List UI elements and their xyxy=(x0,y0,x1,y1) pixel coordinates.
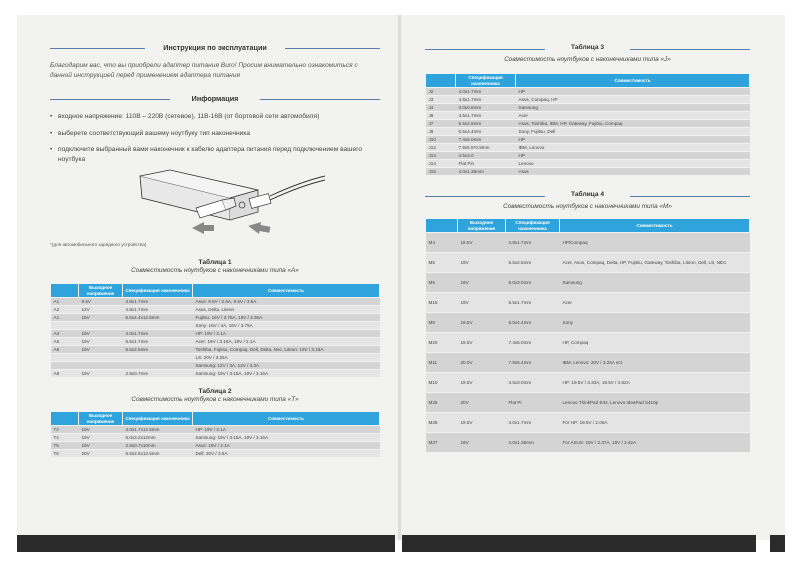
table2-subtitle: Совместимость ноутбуков с наконечниками типа «T» xyxy=(131,396,299,403)
intro-text: Благодарим вас, что вы приобрели адаптер питания Buro! Просим внимательно ознакомиться с данной инструкцией перед применением адаптера питания xyxy=(50,62,358,79)
table2-title: Таблица 2 xyxy=(198,388,232,395)
table2 xyxy=(50,411,380,458)
table-cell: Lenovo ThinkPad E34, Lenovo IdeaPad S410p xyxy=(560,393,750,413)
table1 xyxy=(50,283,380,378)
table-row xyxy=(51,330,380,338)
table-cell: 3.0x0.8mm xyxy=(456,104,516,112)
table-header-cell: Выходное напряжение xyxy=(79,284,123,298)
table-cell: J10 xyxy=(426,136,456,144)
table-cell: Samsung xyxy=(560,273,750,293)
info-bullets xyxy=(50,112,380,164)
table-cell: 2.5x0.7mm xyxy=(123,370,193,378)
table-cell: 18.5V xyxy=(458,233,506,253)
table-cell: M28 xyxy=(426,413,458,433)
table-cell: 7.9x5.5*0.9mm xyxy=(456,144,516,152)
right-page xyxy=(425,15,750,453)
table-row xyxy=(51,306,380,314)
table-cell xyxy=(123,362,193,370)
table-header-cell: Спецификация наконечника xyxy=(123,412,193,426)
table-cell: 20.0V xyxy=(458,353,506,373)
table-cell: Sony xyxy=(560,313,750,333)
table4-title: Таблица 4 xyxy=(571,191,604,198)
table-cell: 19V xyxy=(458,433,506,453)
table-cell: J4 xyxy=(426,104,456,112)
table-row xyxy=(426,144,750,152)
table-cell xyxy=(79,362,123,370)
table-cell: A2 xyxy=(51,306,79,314)
table-cell: T6 xyxy=(51,450,79,458)
table-cell: 4.0x1.7x12.5mm xyxy=(123,426,193,434)
table4-subtitle: Совместимость ноутбуков с наконечниками типа «M» xyxy=(503,203,672,210)
table-cell: IBM, Lenovo: 20V / 3.25A ect. xyxy=(560,353,750,373)
table-header-cell: Спецификация наконечника xyxy=(123,284,193,298)
table-cell: Lenovo xyxy=(516,160,750,168)
table-cell: 5.5x1.7mm xyxy=(123,338,193,346)
table-cell: 3.5x1.7mm xyxy=(456,112,516,120)
table-cell: Sony: 16V / 4A, 16V / 3.75A xyxy=(193,322,380,330)
table-cell: 4.0x1.7mm xyxy=(123,330,193,338)
table-cell: 19V xyxy=(79,338,123,346)
table-row xyxy=(51,442,380,450)
table-cell: 19V xyxy=(79,370,123,378)
table-cell: 19V xyxy=(79,346,123,354)
table-cell xyxy=(123,322,193,330)
bullet-item: • выберете соответствующий вашему ноутбуку тип наконечника xyxy=(50,129,251,137)
table-cell: M4 xyxy=(426,233,458,253)
table-cell: 5.5x2.5mm xyxy=(123,346,193,354)
table-cell: 19.5V xyxy=(458,373,506,393)
table-cell: A1 xyxy=(51,314,79,322)
table-cell: 7.4x5.0mm xyxy=(506,333,560,353)
manual-title: Инструкция по эксплуатации xyxy=(163,43,267,52)
table1-title: Таблица 1 xyxy=(198,259,232,266)
table-cell: Acer xyxy=(516,112,750,120)
table-cell: A8 xyxy=(51,370,79,378)
bottom-bar-corner xyxy=(770,535,785,552)
table3-title: Таблица 3 xyxy=(571,44,604,51)
table-cell: J13 xyxy=(426,152,456,160)
connector-illustration xyxy=(50,168,380,240)
table-cell: Acer: 19V / 3.16A, 19V / 2.1A xyxy=(193,338,380,346)
table1-subtitle: Совместимость ноутбуков с наконечниками типа «A» xyxy=(131,267,299,274)
table-cell: Toshiba, Fujitsu, Compaq, Dell, Delta, Nec, Liteon: 19V / 3.16A xyxy=(193,346,380,354)
table-cell: Asus, Toshiba, IBM, HP, Gateway, Fujitsu, Compaq xyxy=(516,120,750,128)
table-row xyxy=(426,293,750,313)
table-cell xyxy=(79,354,123,362)
table-cell: Samsung xyxy=(516,104,750,112)
table-cell: HP xyxy=(516,152,750,160)
table-row xyxy=(426,413,750,433)
table-row xyxy=(426,313,750,333)
table-cell: 19V xyxy=(458,253,506,273)
table-cell: Flat Pin xyxy=(456,160,516,168)
table-cell: 19.5V xyxy=(458,413,506,433)
table-cell: M11 xyxy=(426,353,458,373)
table-row xyxy=(51,450,380,458)
table-row xyxy=(426,393,750,413)
left-page xyxy=(50,15,380,458)
table-cell: 4.0x1.35mm xyxy=(506,433,560,453)
info-heading xyxy=(50,93,380,105)
table-cell: M8 xyxy=(426,313,458,333)
table-row xyxy=(426,433,750,453)
table-row xyxy=(51,314,380,322)
bottom-bar-right xyxy=(402,535,756,552)
table-cell: 4.0x1.35mm xyxy=(456,168,516,176)
table-cell: A4 xyxy=(51,330,79,338)
table-cell: For HP: 19.5V / 2.05A xyxy=(560,413,750,433)
table-row xyxy=(426,373,750,393)
table-cell: HP: 19V / 2.1A xyxy=(193,426,380,434)
table-header-cell: Спецификация наконечника xyxy=(456,74,516,88)
bullet-item: • входное напряжение: 110В – 220В (сетевое), 11В-16В (от бортовой сети автомобиля) xyxy=(50,113,320,120)
table-cell: A1 xyxy=(51,298,79,306)
table-cell: T4 xyxy=(51,434,79,442)
table-cell: 4.5x3.0 xyxy=(456,152,516,160)
table-cell: Asus xyxy=(516,168,750,176)
info-title: Информация xyxy=(191,94,239,103)
table-row xyxy=(426,96,750,104)
table-cell xyxy=(123,354,193,362)
table-cell: T2 xyxy=(51,426,79,434)
table-cell: Acer, Asus, Compaq, Delta, HP, Fujitsu, Gateway, Toshiba, Liteon, Dell, LS, NEC xyxy=(560,253,750,273)
table-row xyxy=(426,168,750,176)
table-cell: 19V xyxy=(458,273,506,293)
table-row xyxy=(426,88,750,96)
table-cell: A6 xyxy=(51,346,79,354)
table-cell: 4.0x1.7mm xyxy=(456,88,516,96)
table-cell: 5.0x3.2x12mm xyxy=(123,434,193,442)
table-row xyxy=(51,298,380,306)
table-cell: IBM, Lenovo xyxy=(516,144,750,152)
table-cell: HP: 19.5V / 3.33A, 19.5V / 4.62A xyxy=(560,373,750,393)
table-cell: Asus: 9.5V / 2.5A, 9.5V / 3.5A xyxy=(193,298,380,306)
table-cell: 9.5V xyxy=(79,298,123,306)
table-cell: 12V xyxy=(79,306,123,314)
table-row xyxy=(51,322,380,330)
table-row xyxy=(426,104,750,112)
table-cell: 5.5x2.5mm xyxy=(506,253,560,273)
table-row xyxy=(51,362,380,370)
table-cell: 20V xyxy=(79,450,123,458)
table-cell: 19V xyxy=(79,434,123,442)
table-cell: 4.0x1.7mm xyxy=(506,413,560,433)
table-cell: Flat Pi xyxy=(506,393,560,413)
table-cell: 4.8x1.7mm xyxy=(123,306,193,314)
table-cell xyxy=(51,322,79,330)
table-cell: HP, Compaq xyxy=(560,333,750,353)
table-row xyxy=(426,152,750,160)
table-cell xyxy=(51,362,79,370)
table-header-cell xyxy=(51,412,79,426)
table-cell: Samsung: 12V / 3A, 12V / 3.3A xyxy=(193,362,380,370)
table-header-cell xyxy=(426,74,456,88)
table-row xyxy=(426,136,750,144)
table-cell: J9 xyxy=(426,128,456,136)
table-cell: M27 xyxy=(426,433,458,453)
table-cell: Dell: 20V / 3.5A xyxy=(193,450,380,458)
table-cell: T5 xyxy=(51,442,79,450)
table-header-cell: Совместимость xyxy=(516,74,750,88)
table3-heading xyxy=(425,43,750,55)
table-cell: 4.8x1.7mm xyxy=(123,298,193,306)
table-cell: 19.5V xyxy=(458,313,506,333)
table-cell: 19V xyxy=(79,442,123,450)
table-header-cell xyxy=(426,219,458,233)
table-header-cell: Выходное напряжение xyxy=(458,219,506,233)
table-header-cell: Спецификация наконечника xyxy=(506,219,560,233)
table-cell: HP xyxy=(516,136,750,144)
table-header-cell: Совместимость xyxy=(560,219,750,233)
table-cell: 18.5V xyxy=(458,333,506,353)
bottom-bar-left xyxy=(17,535,395,552)
table-header-cell xyxy=(51,284,79,298)
table-cell: 4.8x1.7mm xyxy=(506,233,560,253)
table-cell: 16V xyxy=(79,314,123,322)
table-cell: 19V xyxy=(79,426,123,434)
table-cell xyxy=(51,354,79,362)
table-cell: 5.5x2.5mm xyxy=(456,120,516,128)
table-row xyxy=(51,426,380,434)
table-row xyxy=(426,160,750,168)
table-cell: Samsung: 19V / 3.15A, 19V / 3.16A xyxy=(193,434,380,442)
table-row xyxy=(426,112,750,120)
table-cell: 4.8x1.7mm xyxy=(456,96,516,104)
table-cell: 7.4x5.0mm xyxy=(456,136,516,144)
table-row xyxy=(426,128,750,136)
table-cell: Samsung: 19V / 3.15A, 19V / 3.16A xyxy=(193,370,380,378)
table-cell xyxy=(79,322,123,330)
table-row xyxy=(51,338,380,346)
table-row xyxy=(51,434,380,442)
table4-heading xyxy=(425,190,750,202)
table-cell: J6 xyxy=(426,112,456,120)
table-cell: M15 xyxy=(426,293,458,313)
table-cell: 19V xyxy=(458,293,506,313)
table-cell: J15 xyxy=(426,168,456,176)
manual-heading xyxy=(50,42,380,54)
table-cell: 5.5x1.7mm xyxy=(506,293,560,313)
table-cell: Asus, Delta, Liteon xyxy=(193,306,380,314)
table-row xyxy=(426,333,750,353)
table-cell: 6.5x4.4x12.5mm xyxy=(123,314,193,322)
table-cell: 6.5x4.4mm xyxy=(456,128,516,136)
bullet-item: • подключите выбранный вами наконечник к кабелю адаптера питания перед подключением вашего ноутбука xyxy=(50,146,363,163)
table-cell: 7.9x5.4mm xyxy=(506,353,560,373)
table-cell: LS: 20V / 3.25A xyxy=(193,354,380,362)
table-cell: HP: 19V / 2.1A xyxy=(193,330,380,338)
table-cell: A5 xyxy=(51,338,79,346)
table-cell: 5.5x2.5x12.5mm xyxy=(123,450,193,458)
table-row xyxy=(426,253,750,273)
table-row xyxy=(51,370,380,378)
table-cell: J14 xyxy=(426,160,456,168)
table-cell: HP/Compaq xyxy=(560,233,750,253)
table-cell: HP xyxy=(516,88,750,96)
table-cell: 19V xyxy=(79,330,123,338)
table-cell: Asus, Compaq, HP xyxy=(516,96,750,104)
table-cell: M6 xyxy=(426,273,458,293)
table-cell: Sony, Fujitsu, Dell xyxy=(516,128,750,136)
table-row xyxy=(426,233,750,253)
table-row xyxy=(426,353,750,373)
table-cell: 4.5x3.0mm xyxy=(506,373,560,393)
table-cell: J12 xyxy=(426,144,456,152)
table3 xyxy=(425,73,750,176)
table-header-cell: Совместимость xyxy=(193,412,380,426)
table-row xyxy=(51,354,380,362)
table-header-cell: Совместимость xyxy=(193,284,380,298)
table-row xyxy=(426,273,750,293)
table-cell: J2 xyxy=(426,88,456,96)
table-row xyxy=(426,120,750,128)
table-cell: J3 xyxy=(426,96,456,104)
table-cell: M20 xyxy=(426,333,458,353)
table-cell: J7 xyxy=(426,120,456,128)
table-cell: M25 xyxy=(426,393,458,413)
table-header-cell: Выходное напряжение xyxy=(79,412,123,426)
table-cell: For ASUS: 19V / 2.37A, 19V / 3.42A xyxy=(560,433,750,453)
table-cell: Acer xyxy=(560,293,750,313)
table-cell: 6.5x4.4mm xyxy=(506,313,560,333)
table3-subtitle: Совместимость ноутбуков с наконечниками типа «J» xyxy=(504,56,671,63)
table4 xyxy=(425,218,750,453)
page-fold xyxy=(398,15,401,540)
table-cell: 20V xyxy=(458,393,506,413)
table-row xyxy=(51,346,380,354)
footnote: *(для автомобильного зарядного устройства) xyxy=(50,242,147,247)
table-cell: Asus: 19V / 2.1A xyxy=(193,442,380,450)
table-cell: 5.0x3.0mm xyxy=(506,273,560,293)
table-cell: M5 xyxy=(426,253,458,273)
table-cell: Fujitsu: 16V / 3.75A, 16V / 3.36A xyxy=(193,314,380,322)
laptop-connector-icon xyxy=(130,168,330,240)
table-cell: 2.5x0.7x10mm xyxy=(123,442,193,450)
table-cell: M10 xyxy=(426,373,458,393)
